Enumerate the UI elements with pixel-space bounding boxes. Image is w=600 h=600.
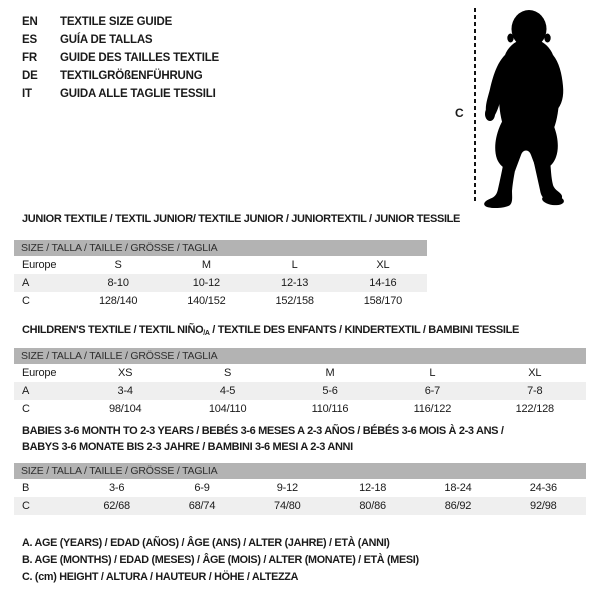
table-row <box>14 497 586 515</box>
junior-size-table <box>14 256 427 310</box>
lang-label: TEXTILGRÖßENFÜHRUNG <box>60 70 203 82</box>
table-cell: 6-9 <box>194 482 210 494</box>
children-size-table <box>14 364 586 418</box>
table-cell: XS <box>118 367 133 379</box>
table-cell: L <box>429 367 436 379</box>
table-cell: Europe <box>22 367 57 379</box>
table-cell: 140/152 <box>187 295 226 307</box>
table-cell: C <box>22 500 30 512</box>
baby-silhouette-icon <box>481 8 569 208</box>
lang-code: FR <box>22 52 37 64</box>
lang-row-es <box>22 31 219 49</box>
table-cell: 3-4 <box>117 385 133 397</box>
table-cell: 92/98 <box>530 500 557 512</box>
children-table-title <box>22 324 519 337</box>
table-cell: 10-12 <box>192 277 220 289</box>
junior-size-header-bar: SIZE / TALLA / TAILLE / GRÖSSE / TAGLIA <box>14 240 427 256</box>
table-row <box>14 479 586 497</box>
table-cell: 8-10 <box>107 277 129 289</box>
lang-label: GUÍA DE TALLAS <box>60 34 153 46</box>
legend-line-c: C. (cm) HEIGHT / ALTURA / HAUTEUR / HÖHE / ALTEZZA <box>22 571 299 583</box>
table-cell: A <box>22 385 30 397</box>
legend-line-b: B. AGE (MONTHS) / EDAD (MESES) / ÂGE (MOIS) / ALTER (MONATE) / ETÀ (MESI) <box>22 554 419 566</box>
table-cell: 14-16 <box>369 277 397 289</box>
babies-size-table <box>14 479 586 515</box>
table-cell: Europe <box>22 259 57 271</box>
table-cell: 12-18 <box>359 482 387 494</box>
table-cell: 152/158 <box>275 295 314 307</box>
junior-table-title: JUNIOR TEXTILE / TEXTIL JUNIOR/ TEXTILE JUNIOR / JUNIORTEXTIL / JUNIOR TESSILE <box>22 213 461 225</box>
table-cell: XL <box>376 259 390 271</box>
table-cell: S <box>224 367 232 379</box>
height-measure-line <box>474 8 476 204</box>
table-cell: 5-6 <box>322 385 338 397</box>
children-title-prefix: CHILDREN'S TEXTILE / TEXTIL NIÑO <box>22 324 204 336</box>
table-cell: 9-12 <box>276 482 298 494</box>
table-cell: C <box>22 403 30 415</box>
table-cell: C <box>22 295 30 307</box>
table-cell: 12-13 <box>281 277 309 289</box>
table-cell: 116/122 <box>413 403 452 415</box>
table-cell: 122/128 <box>515 403 554 415</box>
table-row <box>14 400 586 418</box>
table-cell: M <box>325 367 335 379</box>
lang-code: DE <box>22 70 38 82</box>
lang-row-de <box>22 67 219 85</box>
table-cell: 18-24 <box>444 482 472 494</box>
table-cell: 104/110 <box>208 403 247 415</box>
lang-row-it <box>22 85 219 103</box>
table-cell: 74/80 <box>274 500 301 512</box>
table-cell: 110/116 <box>311 403 349 415</box>
table-cell: B <box>22 482 30 494</box>
language-list <box>22 13 219 103</box>
table-cell: XL <box>528 367 542 379</box>
table-cell: L <box>291 259 298 271</box>
table-cell: 62/68 <box>103 500 130 512</box>
lang-code: IT <box>22 88 32 100</box>
table-cell: 158/170 <box>363 295 403 307</box>
table-row <box>14 364 586 382</box>
table-cell: 7-8 <box>527 385 543 397</box>
table-cell: S <box>114 259 122 271</box>
children-title-sub: /A <box>203 330 210 337</box>
table-cell: 3-6 <box>109 482 125 494</box>
lang-row-en <box>22 13 219 31</box>
table-row <box>14 292 427 310</box>
table-cell: 24-36 <box>529 482 557 494</box>
table-cell: A <box>22 277 30 289</box>
table-cell: 68/74 <box>188 500 216 512</box>
babies-table-title-line2: BABYS 3-6 MONATE BIS 2-3 JAHRE / BAMBINI 3-6 MESI A 2-3 ANNI <box>22 441 353 453</box>
table-row <box>14 256 427 274</box>
table-cell: 86/92 <box>444 500 472 512</box>
babies-size-header-bar: SIZE / TALLA / TAILLE / GRÖSSE / TAGLIA <box>14 463 586 479</box>
table-cell: 98/104 <box>108 403 142 415</box>
legend <box>22 535 419 586</box>
lang-row-fr <box>22 49 219 67</box>
children-title-suffix: / TEXTILE DES ENFANTS / KINDERTEXTIL / BAMBINI TESSILE <box>209 324 519 336</box>
babies-table-title-line1: BABIES 3-6 MONTH TO 2-3 YEARS / BEBÉS 3-6 MESES A 2-3 AÑOS / BÉBÉS 3-6 MOIS À 2-3 ANS / <box>22 425 504 437</box>
table-cell: 80/86 <box>359 500 386 512</box>
table-cell: 6-7 <box>424 385 441 397</box>
table-cell: M <box>201 259 211 271</box>
height-label-c: C <box>455 106 464 120</box>
table-cell: 4-5 <box>219 385 236 397</box>
lang-label: GUIDE DES TAILLES TEXTILE <box>60 52 219 64</box>
legend-line-a: A. AGE (YEARS) / EDAD (AÑOS) / ÂGE (ANS) / ALTER (JAHRE) / ETÀ (ANNI) <box>22 537 390 549</box>
children-size-header-bar: SIZE / TALLA / TAILLE / GRÖSSE / TAGLIA <box>14 348 586 364</box>
lang-label: TEXTILE SIZE GUIDE <box>60 16 173 28</box>
table-row <box>14 274 427 292</box>
lang-code: ES <box>22 34 37 46</box>
table-row <box>14 382 586 400</box>
table-cell: 128/140 <box>98 295 138 307</box>
lang-code: EN <box>22 16 38 28</box>
lang-label: GUIDA ALLE TAGLIE TESSILI <box>60 88 216 100</box>
